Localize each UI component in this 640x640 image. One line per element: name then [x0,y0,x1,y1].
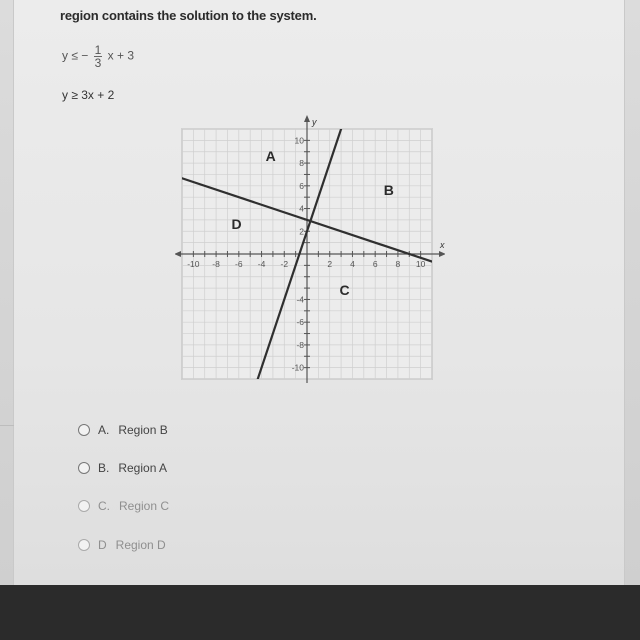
y-tick-label: -4 [296,294,304,305]
option-a[interactable] [78,420,168,440]
y-tick-label: 2 [299,226,304,237]
radio-icon[interactable] [78,424,90,436]
x-tick-label: 4 [350,259,355,269]
fraction-numerator: 1 [94,43,102,57]
radio-icon[interactable] [78,462,90,474]
x-arrow-icon [439,251,445,257]
option-letter: D [98,538,107,552]
inequality-1 [62,44,134,69]
x-tick-label: 8 [395,259,401,269]
x-tick-label: -2 [280,259,289,269]
option-letter: B. [98,461,110,475]
y-tick-label: 10 [294,135,304,146]
y-tick-label: -10 [291,362,304,373]
y-tick-label: 8 [299,158,304,169]
radio-icon[interactable] [78,500,90,512]
option-label: Region D [115,538,166,552]
x-arrow-icon [175,251,181,257]
question-text: region contains the solution to the system. [60,8,317,23]
y-arrow-icon [304,115,310,122]
inequality-2: y ≥ 3x + 2 [62,88,115,102]
option-d[interactable] [78,535,166,555]
inequality-1-suffix: x + 3 [107,48,134,63]
y-tick-label: -6 [296,317,304,328]
region-label-b: B [383,181,394,198]
option-letter: C. [98,499,110,513]
divider [0,425,14,426]
fraction-denominator: 3 [94,56,102,70]
x-tick-label: 6 [372,259,378,269]
graph-svg [175,112,445,387]
region-label-d: D [231,216,242,232]
laptop-bezel [0,585,640,640]
x-tick-label: -8 [212,259,220,269]
option-label: Region C [119,499,170,513]
option-b[interactable] [78,458,167,478]
fraction [94,44,103,69]
option-letter: A. [98,423,110,437]
y-axis-label: y [312,117,317,127]
x-tick-label: 10 [415,259,426,269]
region-label-a: A [265,147,276,164]
inequality-1-prefix: y ≤ − [62,48,89,63]
radio-icon[interactable] [78,539,90,551]
region-label-c: C [339,281,350,298]
y-tick-label: -8 [296,339,304,350]
x-tick-label: -10 [187,259,200,269]
y-tick-label: 6 [299,180,304,191]
x-axis-label: x [440,240,445,250]
option-label: Region A [118,461,168,475]
option-label: Region B [118,423,168,437]
option-c[interactable] [78,496,169,516]
x-tick-label: 2 [327,259,333,269]
y-tick-label: 4 [299,203,304,214]
coordinate-graph [175,112,445,392]
x-tick-label: -4 [257,259,266,269]
x-tick-label: -6 [235,259,243,269]
